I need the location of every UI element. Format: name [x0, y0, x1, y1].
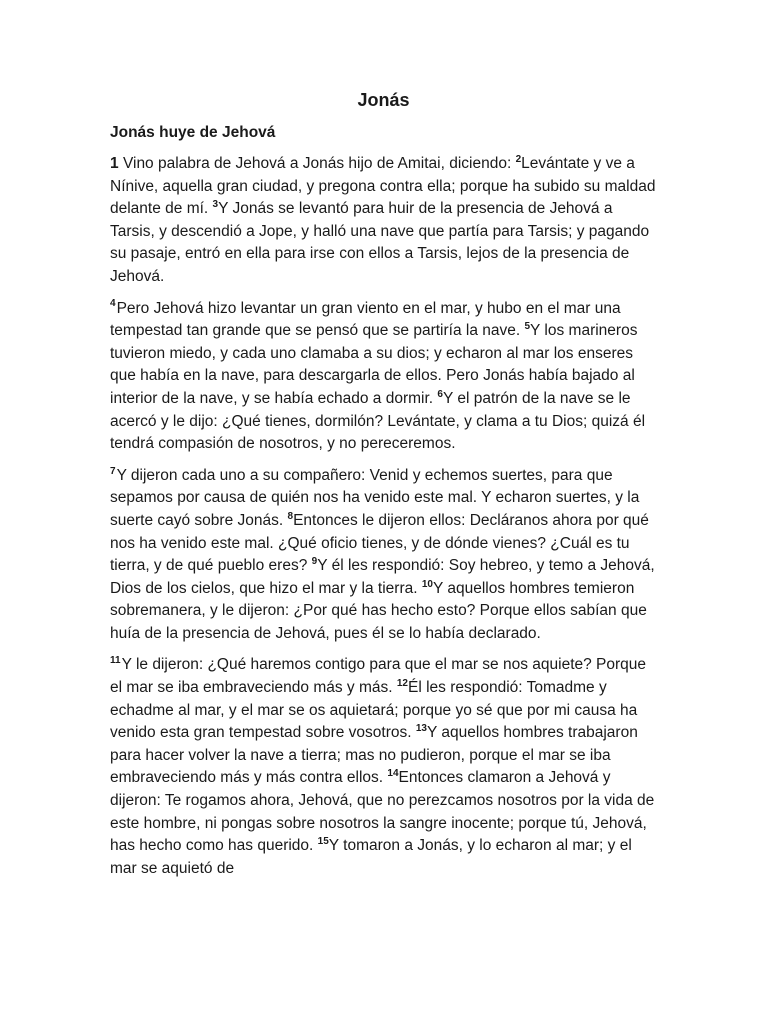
paragraph	[110, 465, 657, 646]
verse-text: Y aquellos hombres temieron sobremanera, y le dijeron: ¿Por qué has hecho esto? Porque ellos sabían que huía de la presencia de Jehová, pues él se lo había declarado.	[110, 579, 647, 642]
verse-text: Y Jonás se levantó para huir de la presencia de Jehová a Tarsis, y descendió a Jope, y halló una nave que partía para Tarsis; y pagando su pasaje, entró en ella para irse con ellos a Tarsis, lejos de la presencia de Jehová.	[110, 200, 650, 285]
paragraph-list	[110, 153, 657, 880]
verse-text: Vino palabra de Jehová a Jonás hijo de Amitai, diciendo:	[122, 155, 516, 172]
paragraph	[110, 654, 657, 880]
chapter-number: 1	[110, 155, 119, 172]
verse-text: Y dijeron cada uno a su compañero: Venid y echemos suertes, para que sepamos por causa de quién nos ha venido este mal. Y echaron suertes, y la suerte cayó sobre Jonás.	[110, 466, 640, 529]
verse-number: 5	[524, 321, 531, 332]
verse-text: Y los marineros tuvieron miedo, y cada uno clamaba a su dios; y echaron al mar los enseres que había en la nave, para descargarla de ellos. Pero Jonás había bajado al interior de la nave, y se había echado a dormir.	[110, 322, 638, 407]
verse-number: 11	[110, 655, 121, 667]
verse-text: Levántate y ve a Nínive, aquella gran ciudad, y pregona contra ella; porque ha subido su maldad delante de mí.	[110, 155, 656, 218]
document-body	[110, 88, 657, 889]
verse-text: Y él les respondió: Soy hebreo, y temo a Jehová, Dios de los cielos, que hizo el mar y la tierra.	[110, 557, 655, 597]
verse-text: Y aquellos hombres trabajaron para hacer volver la nave a tierra; mas no pudieron, porque el mar se iba embraveciendo más y más contra ellos.	[110, 724, 638, 787]
verse-text: Entonces clamaron a Jehová y dijeron: Te rogamos ahora, Jehová, que no perezcamos nosotros por la vida de este hombre, ni pongas sobre nosotros la sangre inocente; porque tú, Jehová, has hecho como has querido.	[110, 769, 655, 855]
verse-number: 8	[287, 510, 294, 522]
verse-number: 4	[110, 298, 116, 310]
verse-text: Entonces le dijeron ellos: Decláranos ahora por qué nos ha venido este mal. ¿Qué oficio tienes, y de dónde vienes? ¿Cuál es tu tierra, y de qué pueblo eres?	[110, 511, 649, 575]
verse-text: Y le dijeron: ¿Qué haremos contigo para que el mar se nos aquiete? Porque el mar se iba embraveciendo más y más.	[110, 656, 647, 697]
paragraph	[110, 153, 657, 289]
verse-text: Y el patrón de la nave se le acercó y le dijo: ¿Qué tienes, dormilón? Levántate, y clama a tu Dios; quizá él tendrá compasión de nosotros, y no pereceremos.	[110, 389, 646, 453]
verse-number: 13	[415, 723, 427, 735]
verse-number: 3	[212, 199, 219, 211]
section-heading: Jonás huye de Jehová	[110, 124, 276, 141]
verse-text: Él les respondió: Tomadme y echadme al mar, y el mar se os aquietará; porque yo sé que por mi causa ha venido esta gran tempestad sobre vosotros.	[110, 679, 638, 742]
verse-number: 12	[396, 677, 408, 689]
document-title: Jonás	[357, 90, 410, 110]
verse-number: 14	[387, 768, 399, 780]
verse-number: 6	[437, 388, 443, 400]
verse-number: 7	[110, 465, 116, 477]
verse-number: 15	[317, 836, 329, 848]
verse-number: 2	[515, 153, 522, 165]
verse-text: Pero Jehová hizo levantar un gran viento en el mar, y hubo en el mar una tempestad tan grande que se pensó que se partiría la nave.	[110, 299, 621, 340]
paragraph	[110, 298, 657, 456]
verse-text: Y tomaron a Jonás, y lo echaron al mar; y el mar se aquietó de	[110, 837, 632, 877]
verse-number: 9	[311, 555, 318, 567]
verse-number: 10	[421, 578, 433, 590]
